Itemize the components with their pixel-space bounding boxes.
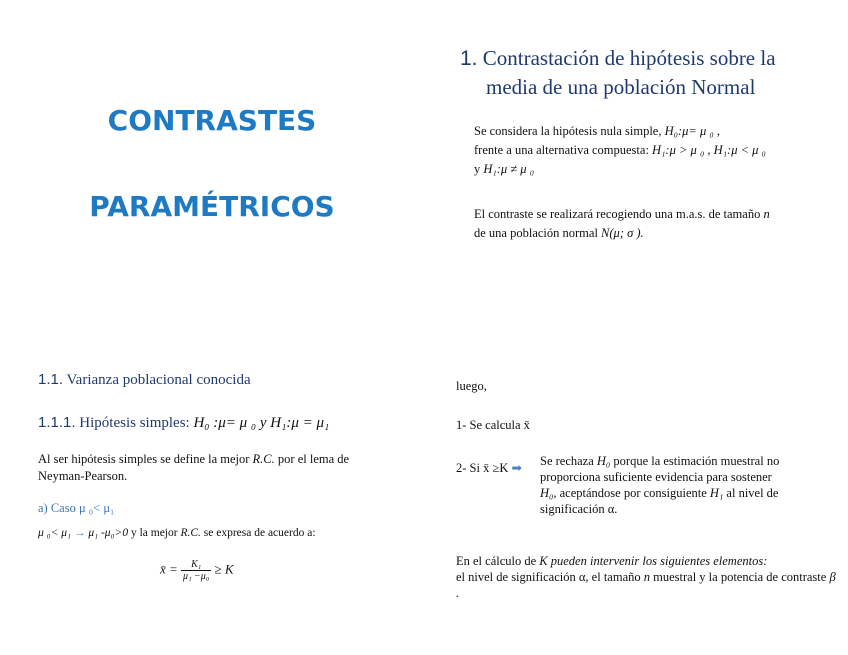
- slide-title: [0, 0, 424, 327]
- reject-paragraph: [540, 453, 840, 517]
- formula-lhs: x̄ =: [160, 561, 178, 577]
- heading-line-2: media de una población Normal: [486, 75, 756, 99]
- subsubsection-heading: [38, 414, 329, 432]
- calc-text-b: el nivel de significación α, el tamaño: [456, 570, 641, 584]
- rel-d: se expresa de acuerdo a:: [203, 527, 316, 539]
- reject-text-b: porque la estimación muestral no proporciona suficiente evidencia para sostener: [540, 454, 780, 484]
- np-rc: R.C.: [252, 452, 275, 466]
- hypothesis-paragraph: [474, 122, 834, 179]
- para1-text-b: frente a una alternativa compuesta:: [474, 143, 649, 157]
- null-hypothesis: H₀:μ= μ ₀ ,: [664, 124, 720, 138]
- para1-text-a: Se considera la hipótesis nula simple,: [474, 124, 662, 138]
- calc-k: K pueden intervenir los siguientes elementos:: [539, 554, 768, 568]
- slide-contrastacion: [424, 0, 848, 327]
- reject-h1: H₁: [709, 486, 724, 500]
- heading-number: 1.: [460, 47, 478, 70]
- subsection-text: Varianza poblacional conocida: [66, 372, 251, 388]
- sample-paragraph: [474, 205, 834, 243]
- calculation-paragraph: [456, 553, 836, 601]
- subsubsection-math: H₀ :μ= μ ₀ y H₁:μ = μ₁: [193, 415, 330, 431]
- formula-rhs: ≥ K: [214, 561, 234, 577]
- title-line-1: CONTRASTES: [107, 104, 317, 137]
- normal-distribution: N(μ; σ ).: [601, 226, 644, 240]
- rel-c: y la mejor: [130, 527, 178, 539]
- reject-text-c: , aceptándose por consiguiente: [553, 486, 707, 500]
- reject-h0: H₀: [596, 454, 611, 468]
- sample-size-n: n: [763, 207, 770, 221]
- neyman-pearson-paragraph: [38, 451, 388, 485]
- step-2-text: 2- Si x̄ ≥K: [456, 461, 509, 475]
- subsubsection-number: 1.1.1.: [38, 414, 76, 431]
- formula-denominator: μ₁ −μ₀: [183, 571, 210, 582]
- right-arrow-icon: ➡: [511, 461, 522, 475]
- np-text-b: por el lema de Neyman-Pearson.: [38, 452, 350, 483]
- np-text-a: Al ser hipótesis simples se define la mejor: [38, 452, 250, 466]
- heading-line-1: Contrastación de hipótesis sobre la: [482, 46, 776, 70]
- alternative-hypothesis-ne: H₁:μ ≠ μ ₀: [483, 162, 535, 176]
- critical-region-formula: [160, 559, 234, 582]
- calc-n: n: [643, 570, 650, 584]
- step-1: 1- Se calcula x̄: [456, 418, 530, 432]
- alternative-hypotheses: H₁:μ > μ ₀ , H₁:μ < μ ₀: [652, 143, 766, 157]
- slide-varianza: [0, 327, 424, 655]
- calc-beta: β .: [456, 570, 836, 600]
- slide-procedimiento: [424, 327, 848, 655]
- luego-text: luego,: [456, 379, 487, 393]
- subsubsection-text: Hipótesis simples:: [79, 415, 190, 431]
- step-2: [456, 460, 522, 476]
- case-label: a) Caso μ ₀< μ₁: [38, 501, 115, 515]
- title-line-2: PARAMÉTRICOS: [89, 190, 335, 223]
- para2-text-a: El contraste se realizará recogiendo una m.a.s. de tamaño: [474, 207, 761, 221]
- reject-h0b: H₀: [540, 486, 554, 500]
- right-arrow-icon: →: [73, 527, 86, 539]
- subsection-heading: [38, 371, 251, 389]
- reject-text-d: al nivel de significación α.: [540, 486, 779, 516]
- para2-text-b: de una población normal: [474, 226, 598, 240]
- section-heading-1: [460, 44, 840, 101]
- calc-text-a: En el cálculo de: [456, 554, 537, 568]
- rel-a: μ ₀< μ₁: [38, 527, 72, 539]
- rel-b: μ₁ -μ₀>0: [88, 527, 129, 539]
- reject-text-a: Se rechaza: [540, 454, 594, 468]
- formula-numerator: K₁: [181, 559, 211, 571]
- calc-text-c: muestral y la potencia de contraste: [653, 570, 827, 584]
- para1-text-c: y: [474, 162, 481, 176]
- rel-rc: R.C.: [180, 527, 201, 539]
- subsection-number: 1.1.: [38, 371, 64, 388]
- relation-line: [38, 527, 316, 539]
- formula-fraction: [181, 559, 211, 582]
